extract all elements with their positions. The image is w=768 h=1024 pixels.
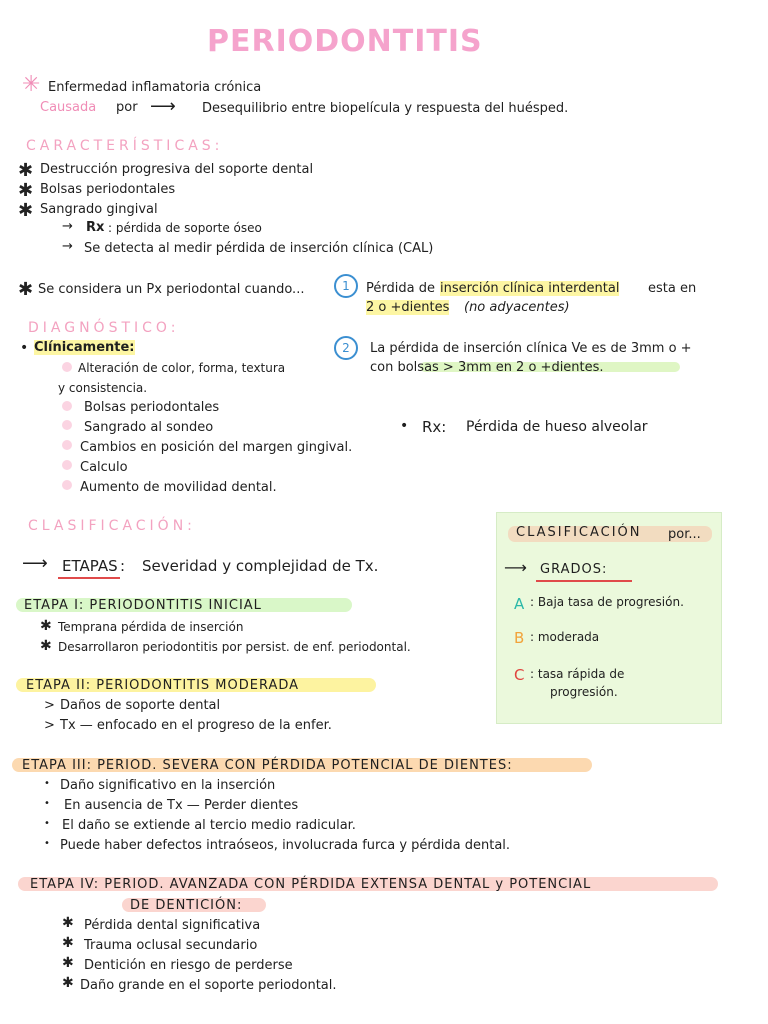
bullet-icon — [62, 480, 72, 490]
causada-label: Causada — [40, 100, 97, 115]
rx-diagnostico-text: Pérdida de hueso alveolar — [466, 419, 648, 435]
caracteristica-item: Sangrado gingival — [40, 202, 158, 217]
diagnostico-heading: DIAGNÓSTICO: — [28, 320, 180, 336]
arrow-icon: ⟶ — [22, 553, 48, 574]
etapa-2-title: ETAPA II: PERIODONTITIS MODERADA — [26, 678, 300, 693]
intro-line-1: Enfermedad inflamatoria crónica — [48, 80, 262, 95]
page-title: PERIODONTITIS — [207, 24, 483, 59]
etapa-2-item: Daños de soporte dental — [60, 698, 221, 713]
asterisk-icon: ✳ — [22, 72, 41, 97]
bullet-icon: • — [44, 798, 50, 809]
etapa-1-item: Temprana pérdida de inserción — [58, 620, 244, 634]
box-title: CLASIFICACIÓN — [516, 525, 642, 540]
etapa-1-title: ETAPA I: PERIODONTITIS INICIAL — [24, 598, 262, 613]
criterio-1-dientes: 2 o +dientes — [366, 300, 450, 315]
star-icon: ✱ — [18, 279, 34, 300]
arrow-icon: → — [62, 239, 73, 254]
bullet-icon — [62, 420, 72, 430]
grado-text: : moderada — [530, 630, 600, 644]
arrow-icon: ⟶ — [150, 96, 176, 117]
rx-diagnostico-label: Rx: — [422, 418, 447, 436]
diagnostico-item: y consistencia. — [58, 381, 148, 395]
bullet-icon — [62, 401, 72, 411]
etapa-3-title: ETAPA III: PERIOD. SEVERA CON PÉRDIDA POTENCIAL DE DIENTES: — [22, 758, 513, 773]
bullet-icon: • — [400, 418, 409, 434]
etapas-label: ETAPAS — [62, 557, 118, 575]
star-icon: ✱ — [40, 618, 52, 634]
caracteristica-item: Destrucción progresiva del soporte dental — [40, 162, 314, 177]
bullet-icon: • — [44, 778, 50, 789]
etapa-4-item: Dentición en riesgo de perderse — [84, 958, 293, 973]
star-icon: ✱ — [62, 915, 74, 931]
etapa-3-item: Daño significativo en la inserción — [60, 778, 276, 793]
bullet-icon: • — [44, 818, 50, 829]
criterio-2-line-1: La pérdida de inserción clínica Ve es de 3mm o + — [370, 341, 692, 356]
etapa-4-title-1: ETAPA IV: PERIOD. AVANZADA CON PÉRDIDA EXTENSA DENTAL y POTENCIAL — [30, 877, 592, 892]
diagnostico-item: Cambios en posición del margen gingival. — [80, 440, 353, 455]
grado-text-2: progresión. — [550, 685, 618, 699]
etapa-4-title-2: DE DENTICIÓN: — [130, 898, 243, 913]
etapa-1-item: Desarrollaron periodontitis por persist. de enf. periodontal. — [58, 640, 411, 654]
bullet-icon: • — [44, 838, 50, 849]
clinicamente-label: Clínicamente: — [34, 340, 135, 355]
star-icon: ✱ — [18, 160, 34, 181]
star-icon: ✱ — [18, 200, 34, 221]
etapas-text: Severidad y complejidad de Tx. — [142, 557, 379, 575]
intro-line-2: Desequilibrio entre biopelícula y respuesta del huésped. — [202, 101, 569, 116]
chevron-right-icon: > — [44, 718, 55, 733]
box-por: por... — [668, 527, 701, 542]
diagnostico-item: Sangrado al sondeo — [84, 420, 214, 435]
chevron-right-icon: > — [44, 698, 55, 713]
star-icon: ✱ — [62, 975, 74, 991]
arrow-icon: ⟶ — [504, 558, 527, 577]
grado-text: : tasa rápida de — [530, 667, 625, 681]
arrow-icon: → — [62, 219, 73, 234]
grado-text: : Baja tasa de progresión. — [530, 595, 684, 609]
por-label: por — [116, 100, 138, 115]
rx-label: Rx — [86, 220, 105, 235]
number-2-icon: 2 — [334, 336, 358, 360]
clasificacion-heading: CLASIFICACIÓN: — [28, 518, 196, 534]
criterio-1-post: esta en — [648, 281, 697, 296]
caracteristica-item: Bolsas periodontales — [40, 182, 176, 197]
etapa-4-item: Trauma oclusal secundario — [84, 938, 258, 953]
etapa-3-item: El daño se extiende al tercio medio radicular. — [62, 818, 356, 833]
considera-text: Se considera un Px periodontal cuando... — [38, 282, 305, 297]
grado-letter-c: C — [514, 666, 525, 684]
diagnostico-item: Calculo — [80, 460, 128, 475]
diagnostico-item: Bolsas periodontales — [84, 400, 220, 415]
criterio-1-pre: Pérdida de — [366, 281, 435, 296]
star-icon: ✱ — [62, 935, 74, 951]
diagnostico-item: Alteración de color, forma, textura — [78, 361, 286, 375]
rx-text: : pérdida de soporte óseo — [108, 221, 262, 235]
diagnostico-item: Aumento de movilidad dental. — [80, 480, 277, 495]
star-icon: ✱ — [18, 180, 34, 201]
bullet-icon: • — [20, 340, 29, 356]
caracteristicas-heading: CARACTERÍSTICAS: — [26, 138, 224, 154]
etapa-3-item: Puede haber defectos intraóseos, involucrada furca y pérdida dental. — [60, 838, 511, 853]
star-icon: ✱ — [62, 955, 74, 971]
bullet-icon — [62, 440, 72, 450]
bullet-icon — [62, 460, 72, 470]
grado-letter-b: B — [514, 629, 525, 647]
number-1-icon: 1 — [334, 274, 358, 298]
criterio-2-line-2: con bolsas > 3mm en 2 o +dientes. — [370, 360, 604, 375]
underline — [536, 580, 632, 582]
cal-text: Se detecta al medir pérdida de inserción clínica (CAL) — [84, 241, 434, 256]
etapa-4-item: Daño grande en el soporte periodontal. — [80, 978, 337, 993]
etapa-2-item: Tx — enfocado en el progreso de la enfer. — [60, 718, 332, 733]
underline — [58, 577, 120, 579]
bullet-icon — [62, 362, 72, 372]
etapa-4-item: Pérdida dental significativa — [84, 918, 261, 933]
criterio-1-note: (no adyacentes) — [464, 300, 570, 315]
grado-letter-a: A — [514, 595, 525, 613]
criterio-1-highlight: inserción clínica interdental — [440, 281, 620, 296]
etapa-3-item: En ausencia de Tx — Perder dientes — [64, 798, 299, 813]
grados-label: GRADOS: — [540, 562, 608, 577]
star-icon: ✱ — [40, 638, 52, 654]
